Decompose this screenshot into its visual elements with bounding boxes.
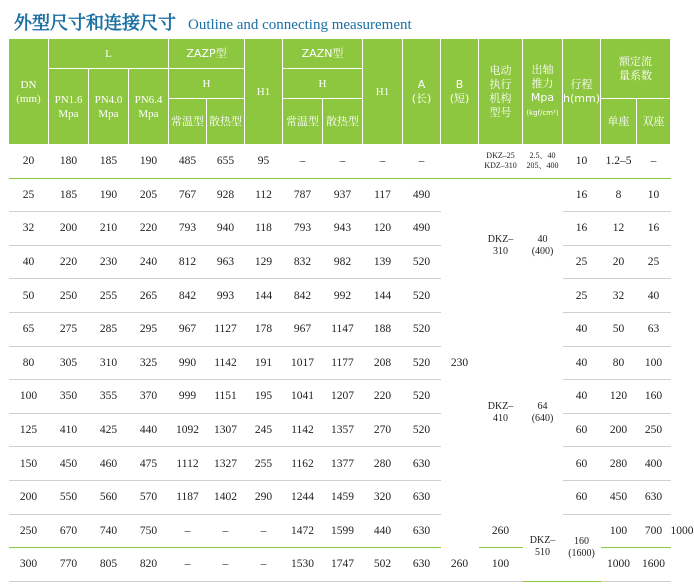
cell-l-pn40: 185	[89, 145, 129, 179]
header-stroke: 行程 h(mm)	[563, 39, 601, 145]
cell-zazp-normal: 767	[169, 178, 207, 212]
cell-thrust-510: 160 (1600)	[563, 514, 601, 581]
cell-stroke: 10	[563, 145, 601, 179]
cell-zazn-normal: –	[283, 145, 323, 179]
cell-zazn-h1: 139	[363, 245, 403, 279]
header-zazn-heat: 散热型	[323, 99, 363, 145]
cell-l-pn16: 220	[49, 245, 89, 279]
cell-zazp-normal: 485	[169, 145, 207, 179]
cell-a: 520	[403, 413, 441, 447]
cell-double-seat: 250	[637, 413, 671, 447]
header-pn16: PN1.6 Mpa	[49, 69, 89, 145]
cell-zazp-h1: 118	[245, 212, 283, 246]
cell-a: 520	[403, 245, 441, 279]
cell-single-seat: 50	[601, 312, 637, 346]
cell-zazn-h1: 280	[363, 447, 403, 481]
cell-zazp-heat: 1327	[207, 447, 245, 481]
table-body	[9, 145, 694, 582]
cell-dn: 100	[9, 380, 49, 414]
cell-zazn-h1: 320	[363, 480, 403, 514]
cell-single-seat: 1000	[601, 548, 637, 582]
cell-l-pn40: 805	[89, 548, 129, 582]
cell-dn: 300	[9, 548, 49, 582]
cell-l-pn40: 560	[89, 480, 129, 514]
cell-zazn-normal: 1472	[283, 514, 323, 548]
header-l: L	[49, 39, 169, 69]
cell-single-seat: 12	[601, 212, 637, 246]
cell-l-pn64: 190	[129, 145, 169, 179]
header-single-seat: 单座	[601, 99, 637, 145]
cell-stroke: 60	[563, 480, 601, 514]
cell-zazn-heat: 1747	[323, 548, 363, 582]
cell-b	[441, 145, 479, 179]
cell-dn: 125	[9, 413, 49, 447]
cell-double-seat: 63	[637, 312, 671, 346]
cell-zazn-heat: 1377	[323, 447, 363, 481]
cell-zazp-heat: –	[207, 548, 245, 582]
cell-l-pn64: 205	[129, 178, 169, 212]
cell-zazn-normal: 1244	[283, 480, 323, 514]
cell-double-seat: 25	[637, 245, 671, 279]
cell-l-pn64: 220	[129, 212, 169, 246]
cell-zazn-normal: 842	[283, 279, 323, 313]
cell-b: 260	[479, 514, 523, 548]
cell-zazp-h1: 129	[245, 245, 283, 279]
dimension-table	[8, 38, 694, 582]
cell-l-pn64: 750	[129, 514, 169, 548]
cell-zazp-normal: 793	[169, 212, 207, 246]
cell-l-pn64: 475	[129, 447, 169, 481]
cell-double-seat: 100	[637, 346, 671, 380]
cell-dn: 32	[9, 212, 49, 246]
cell-zazn-heat: 1147	[323, 312, 363, 346]
cell-zazn-heat: –	[323, 145, 363, 179]
cell-double-seat: 10	[637, 178, 671, 212]
cell-zazp-heat: –	[207, 514, 245, 548]
cell-stroke: 40	[563, 380, 601, 414]
cell-double-seat: 16	[637, 212, 671, 246]
cell-zazn-heat: 982	[323, 245, 363, 279]
cell-b-merged: 230	[450, 357, 469, 370]
cell-zazn-normal: 832	[283, 245, 323, 279]
cell-l-pn64: 240	[129, 245, 169, 279]
header-actuator: 电动 执行 机构 型号	[479, 39, 523, 145]
cell-zazn-normal: 1142	[283, 413, 323, 447]
cell-zazn-h1: 502	[363, 548, 403, 582]
cell-zazp-normal: 1112	[169, 447, 207, 481]
cell-zazp-h1: 144	[245, 279, 283, 313]
cell-zazp-h1: 178	[245, 312, 283, 346]
cell-single-seat: 280	[601, 447, 637, 481]
cell-l-pn40: 740	[89, 514, 129, 548]
cell-l-pn64: 295	[129, 312, 169, 346]
cell-double-seat: 400	[637, 447, 671, 481]
cell-zazn-normal: 1017	[283, 346, 323, 380]
cell-dn: 250	[9, 514, 49, 548]
header-dn: DN (mm)	[9, 39, 49, 145]
cell-zazp-heat: 1402	[207, 480, 245, 514]
cell-a: 630	[403, 447, 441, 481]
cell-dn: 65	[9, 312, 49, 346]
cell-stroke: 60	[563, 413, 601, 447]
header-zazp-h1: H1	[245, 39, 283, 145]
cell-a: 490	[403, 178, 441, 212]
header-zazp: ZAZP型	[169, 39, 245, 69]
cell-stroke: 40	[563, 312, 601, 346]
header-zazn-normal: 常温型	[283, 99, 323, 145]
cell-double-seat: 630	[637, 480, 671, 514]
cell-l-pn64: 370	[129, 380, 169, 414]
table-row	[9, 145, 671, 179]
cell-double-seat: 40	[637, 279, 671, 313]
cell-stroke: 25	[563, 245, 601, 279]
cell-zazp-h1: 245	[245, 413, 283, 447]
cell-zazp-h1: –	[245, 514, 283, 548]
cell-zazp-h1: 112	[245, 178, 283, 212]
cell-l-pn16: 180	[49, 145, 89, 179]
cell-zazp-heat: 1127	[207, 312, 245, 346]
cell-actuator: DKZ–25 KDZ–310	[479, 145, 523, 179]
cell-single-seat: 200	[601, 413, 637, 447]
cell-zazn-heat: 1459	[323, 480, 363, 514]
table-row	[9, 245, 671, 279]
cell-l-pn16: 550	[49, 480, 89, 514]
cell-zazn-heat: 1357	[323, 413, 363, 447]
header-zazp-heat: 散热型	[207, 99, 245, 145]
cell-zazn-normal: 793	[283, 212, 323, 246]
cell-l-pn16: 250	[49, 279, 89, 313]
cell-single-seat: 32	[601, 279, 637, 313]
cell-zazn-heat: 937	[323, 178, 363, 212]
cell-single-seat: 450	[601, 480, 637, 514]
cell-actuator-510: DKZ– 510	[523, 514, 563, 581]
cell-dn: 50	[9, 279, 49, 313]
cell-single-seat: 20	[601, 245, 637, 279]
cell-thrust: 2.5、40 205、400	[523, 145, 563, 179]
title-chinese: 外型尺寸和连接尺寸	[14, 13, 176, 34]
cell-l-pn40: 255	[89, 279, 129, 313]
cell-dn: 20	[9, 145, 49, 179]
cell-l-pn16: 450	[49, 447, 89, 481]
cell-dn: 200	[9, 480, 49, 514]
cell-stroke: 16	[563, 212, 601, 246]
cell-zazp-h1: 95	[245, 145, 283, 179]
cell-zazp-h1: –	[245, 548, 283, 582]
cell-zazn-h1: 117	[363, 178, 403, 212]
cell-zazp-heat: 1151	[207, 380, 245, 414]
cell-l-pn40: 355	[89, 380, 129, 414]
header-thrust: 出轴 推力 Mpa (kgf/cm²)	[523, 39, 563, 145]
cell-l-pn64: 440	[129, 413, 169, 447]
cell-a: 490	[403, 212, 441, 246]
cell-single-seat: 1.2–5	[601, 145, 637, 179]
cell-zazp-normal: 1187	[169, 480, 207, 514]
cell-zazn-heat: 992	[323, 279, 363, 313]
title-english: Outline and connecting measurement	[188, 17, 412, 33]
cell-a: 630	[403, 514, 441, 548]
cell-zazn-heat: 1177	[323, 346, 363, 380]
header-a: A (长)	[403, 39, 441, 145]
cell-zazp-h1: 255	[245, 447, 283, 481]
table-row	[9, 212, 671, 246]
cell-zazn-h1: –	[363, 145, 403, 179]
cell-zazn-h1: 220	[363, 380, 403, 414]
cell-actuator-410: DKZ– 410	[487, 401, 514, 425]
cell-zazp-heat: 963	[207, 245, 245, 279]
cell-zazp-normal: 1092	[169, 413, 207, 447]
cell-zazp-normal: –	[169, 548, 207, 582]
cell-l-pn16: 410	[49, 413, 89, 447]
cell-l-pn40: 230	[89, 245, 129, 279]
cell-zazp-normal: 967	[169, 312, 207, 346]
cell-zazn-h1: 440	[363, 514, 403, 548]
cell-dn: 150	[9, 447, 49, 481]
cell-double-seat: –	[637, 145, 671, 179]
cell-thrust-310: 40 (400)	[531, 233, 554, 257]
header-pn40: PN4.0 Mpa	[89, 69, 129, 145]
header-zazn-h: H	[283, 69, 363, 99]
header-zazp-h: H	[169, 69, 245, 99]
cell-stroke: 16	[563, 178, 601, 212]
cell-a: 630	[403, 548, 441, 582]
cell-l-pn64: 820	[129, 548, 169, 582]
cell-a: –	[403, 145, 441, 179]
header-b: B (短)	[441, 39, 479, 145]
title-bar	[14, 9, 412, 33]
cell-single-seat: 80	[601, 346, 637, 380]
cell-zazn-h1: 120	[363, 212, 403, 246]
cell-zazn-normal: 1530	[283, 548, 323, 582]
cell-zazp-heat: 1307	[207, 413, 245, 447]
cell-zazn-h1: 208	[363, 346, 403, 380]
cell-zazp-heat: 1142	[207, 346, 245, 380]
cell-zazn-heat: 1207	[323, 380, 363, 414]
cell-zazp-heat: 928	[207, 178, 245, 212]
cell-l-pn16: 350	[49, 380, 89, 414]
cell-l-pn64: 265	[129, 279, 169, 313]
cell-zazn-h1: 144	[363, 279, 403, 313]
cell-a: 630	[403, 480, 441, 514]
cell-zazn-normal: 1041	[283, 380, 323, 414]
cell-l-pn16: 670	[49, 514, 89, 548]
cell-actuator-310: DKZ– 310	[487, 233, 514, 257]
cell-zazn-normal: 967	[283, 312, 323, 346]
cell-l-pn40: 190	[89, 178, 129, 212]
cell-l-pn40: 285	[89, 312, 129, 346]
cell-a: 520	[403, 312, 441, 346]
cell-zazn-heat: 1599	[323, 514, 363, 548]
table-row	[9, 413, 671, 447]
cell-dn: 80	[9, 346, 49, 380]
cell-b: 260	[441, 548, 479, 582]
cell-l-pn40: 210	[89, 212, 129, 246]
cell-zazp-normal: 999	[169, 380, 207, 414]
cell-stroke: 100	[479, 548, 523, 582]
table-header	[9, 39, 671, 145]
table-row	[9, 380, 671, 414]
header-double-seat: 双座	[637, 99, 671, 145]
table-row: 250 670 740 750 – – – 1472 1599 440 630 260 DKZ– 510 160 (1600) 100 700 1000	[9, 514, 671, 548]
cell-zazp-normal: 842	[169, 279, 207, 313]
cell-l-pn16: 185	[49, 178, 89, 212]
cell-zazp-h1: 195	[245, 380, 283, 414]
header-zazn-h1: H1	[363, 39, 403, 145]
table-row	[9, 447, 671, 481]
cell-l-pn64: 570	[129, 480, 169, 514]
table-row	[9, 312, 671, 346]
cell-l-pn16: 275	[49, 312, 89, 346]
cell-zazn-normal: 1162	[283, 447, 323, 481]
cell-l-pn16: 200	[49, 212, 89, 246]
cell-zazp-h1: 290	[245, 480, 283, 514]
cell-zazp-heat: 655	[207, 145, 245, 179]
cell-stroke: 25	[563, 279, 601, 313]
cell-stroke: 100	[601, 514, 637, 548]
cell-zazp-normal: 812	[169, 245, 207, 279]
cell-single-seat: 8	[601, 178, 637, 212]
cell-zazp-normal: –	[169, 514, 207, 548]
cell-zazp-heat: 993	[207, 279, 245, 313]
cell-zazn-normal: 787	[283, 178, 323, 212]
header-zazn: ZAZN型	[283, 39, 363, 69]
cell-l-pn16: 305	[49, 346, 89, 380]
cell-l-pn64: 325	[129, 346, 169, 380]
table-row	[9, 279, 671, 313]
header-flow-coefficient: 额定流 量系数	[601, 39, 671, 99]
header-zazp-normal: 常温型	[169, 99, 207, 145]
header-pn64: PN6.4 Mpa	[129, 69, 169, 145]
cell-zazn-h1: 270	[363, 413, 403, 447]
cell-single-seat: 700	[637, 514, 671, 548]
table-row	[9, 178, 671, 212]
cell-a: 520	[403, 346, 441, 380]
cell-a: 520	[403, 279, 441, 313]
cell-l-pn40: 310	[89, 346, 129, 380]
table-row	[9, 346, 671, 380]
cell-stroke: 60	[563, 447, 601, 481]
cell-l-pn40: 460	[89, 447, 129, 481]
table-row	[9, 480, 671, 514]
cell-l-pn40: 425	[89, 413, 129, 447]
cell-thrust-410: 64 (640)	[531, 401, 554, 425]
cell-zazp-normal: 990	[169, 346, 207, 380]
cell-single-seat: 120	[601, 380, 637, 414]
cell-double-seat: 160	[637, 380, 671, 414]
cell-double-seat: 1600	[637, 548, 671, 582]
cell-stroke: 40	[563, 346, 601, 380]
cell-a: 520	[403, 380, 441, 414]
cell-dn: 40	[9, 245, 49, 279]
cell-l-pn16: 770	[49, 548, 89, 582]
cell-dn: 25	[9, 178, 49, 212]
cell-zazp-h1: 191	[245, 346, 283, 380]
cell-zazn-heat: 943	[323, 212, 363, 246]
cell-zazn-h1: 188	[363, 312, 403, 346]
cell-zazp-heat: 940	[207, 212, 245, 246]
